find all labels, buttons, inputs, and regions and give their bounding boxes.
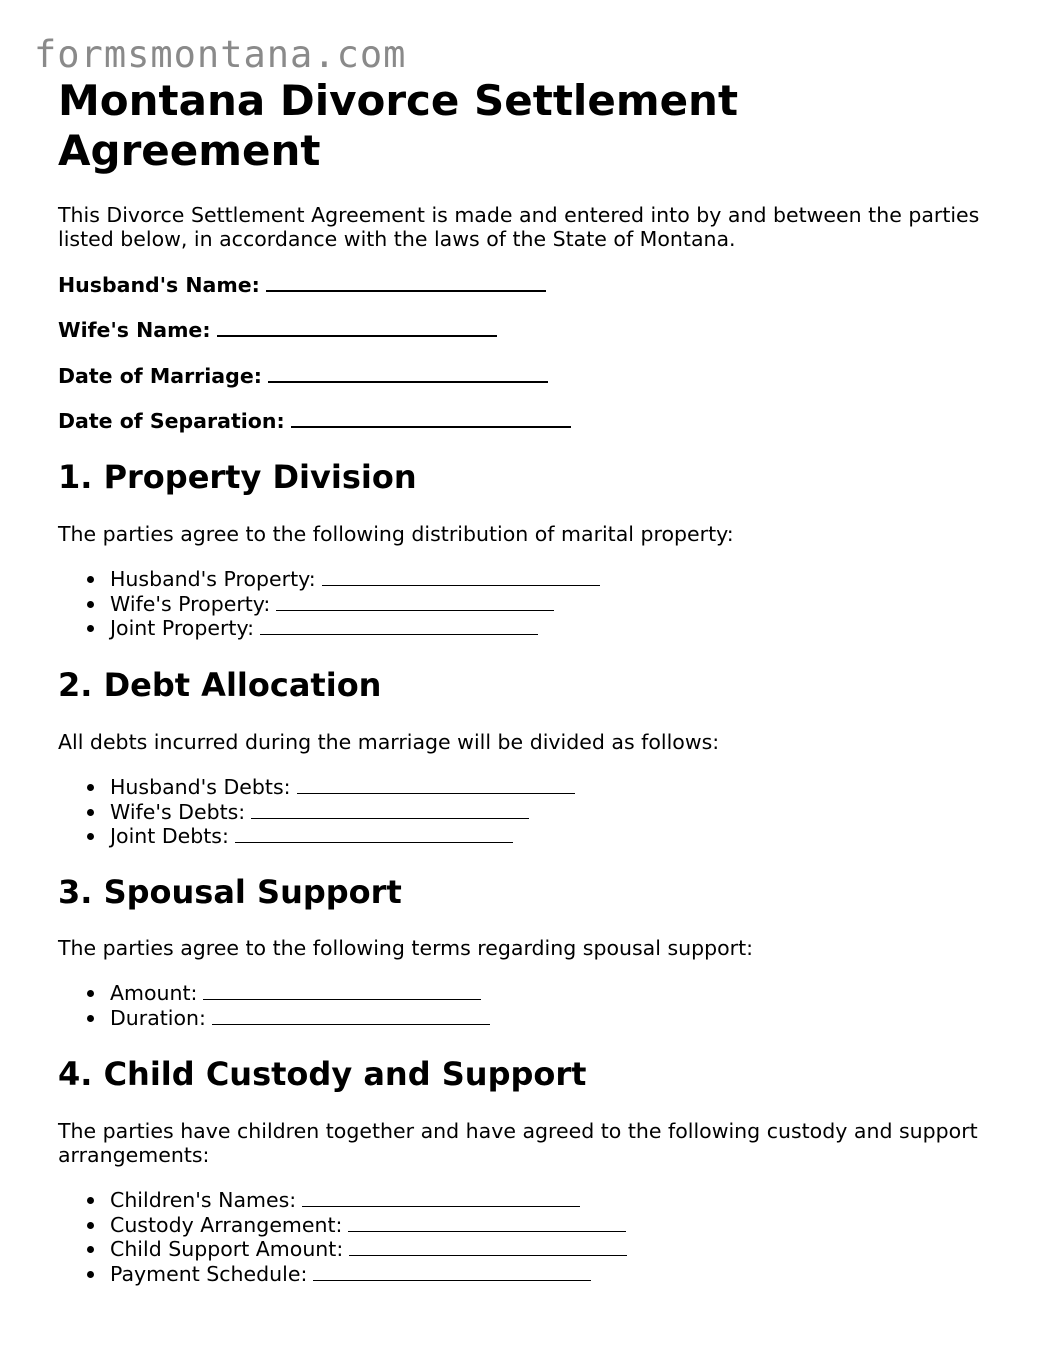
list-item-blank[interactable] [260,616,538,635]
list-item [110,1262,627,1287]
list-item [110,616,600,641]
list-item-label: Duration: [110,1005,206,1030]
spousal-support-list [58,981,490,1030]
list-item-blank[interactable] [322,567,600,586]
section-text-property-division: The parties agree to the following distribution of marital property: [58,522,734,546]
list-item-label: Payment Schedule: [110,1262,308,1287]
list-item [110,1188,627,1213]
list-item-label: Child Support Amount: [110,1237,344,1262]
husband-name-blank[interactable] [266,272,546,292]
section-heading-property-division: 1. Property Division [58,458,417,496]
list-item [110,1237,627,1262]
section-text-debt-allocation: All debts incurred during the marriage will be divided as follows: [58,730,720,754]
list-item-label: Custody Arrangement: [110,1212,343,1237]
list-item-label: Children's Names: [110,1188,297,1212]
list-item [110,775,575,800]
property-list [58,567,600,641]
list-item [110,567,600,592]
child-custody-list [58,1188,627,1287]
list-item [110,824,575,849]
section-text-child-custody: The parties have children together and have agreed to the following custody and support arrangements: [58,1119,978,1167]
list-item [110,1006,490,1031]
document-body [58,76,998,1287]
list-item-label: Wife's Debts: [110,799,246,824]
list-item-label: Wife's Property: [110,591,271,616]
date-of-separation-label: Date of Separation: [58,409,285,433]
date-of-marriage-field [58,363,548,388]
list-item [110,981,490,1006]
section-text-spousal-support: The parties agree to the following terms regarding spousal support: [58,936,754,960]
list-item-blank[interactable] [276,592,554,611]
list-item-blank[interactable] [235,824,513,843]
list-item [110,800,575,825]
section-heading-spousal-support: 3. Spousal Support [58,873,402,911]
page-title: Montana Divorce Settlement Agreement [58,76,739,175]
wife-name-blank[interactable] [217,317,497,337]
list-item-blank[interactable] [313,1262,591,1281]
list-item-blank[interactable] [297,775,575,794]
list-item-blank[interactable] [203,981,481,1000]
list-item-blank[interactable] [212,1006,490,1025]
list-item-blank[interactable] [302,1188,580,1207]
husband-name-label: Husband's Name: [58,273,260,297]
list-item-blank[interactable] [348,1213,626,1232]
husband-name-field [58,272,546,297]
watermark: formsmontana.com [34,33,407,76]
list-item-label: Joint Property: [110,616,254,641]
list-item-blank[interactable] [251,800,529,819]
list-item-label: Joint Debts: [110,824,229,849]
list-item [110,592,600,617]
section-heading-child-custody: 4. Child Custody and Support [58,1055,587,1093]
date-of-separation-blank[interactable] [291,408,571,428]
date-of-marriage-label: Date of Marriage: [58,364,262,388]
wife-name-label: Wife's Name: [58,318,211,342]
date-of-marriage-blank[interactable] [268,363,548,383]
date-of-separation-field [58,408,571,433]
intro-paragraph: This Divorce Settlement Agreement is made and entered into by and between the parties listed below, in accordance with the laws of the State of Montana. [58,203,980,251]
wife-name-field [58,317,497,342]
section-heading-debt-allocation: 2. Debt Allocation [58,666,382,704]
list-item-label: Amount: [110,981,198,1005]
list-item-label: Husband's Debts: [110,775,291,799]
list-item-blank[interactable] [349,1237,627,1256]
list-item-label: Husband's Property: [110,567,316,591]
list-item [110,1213,627,1238]
debt-list [58,775,575,849]
